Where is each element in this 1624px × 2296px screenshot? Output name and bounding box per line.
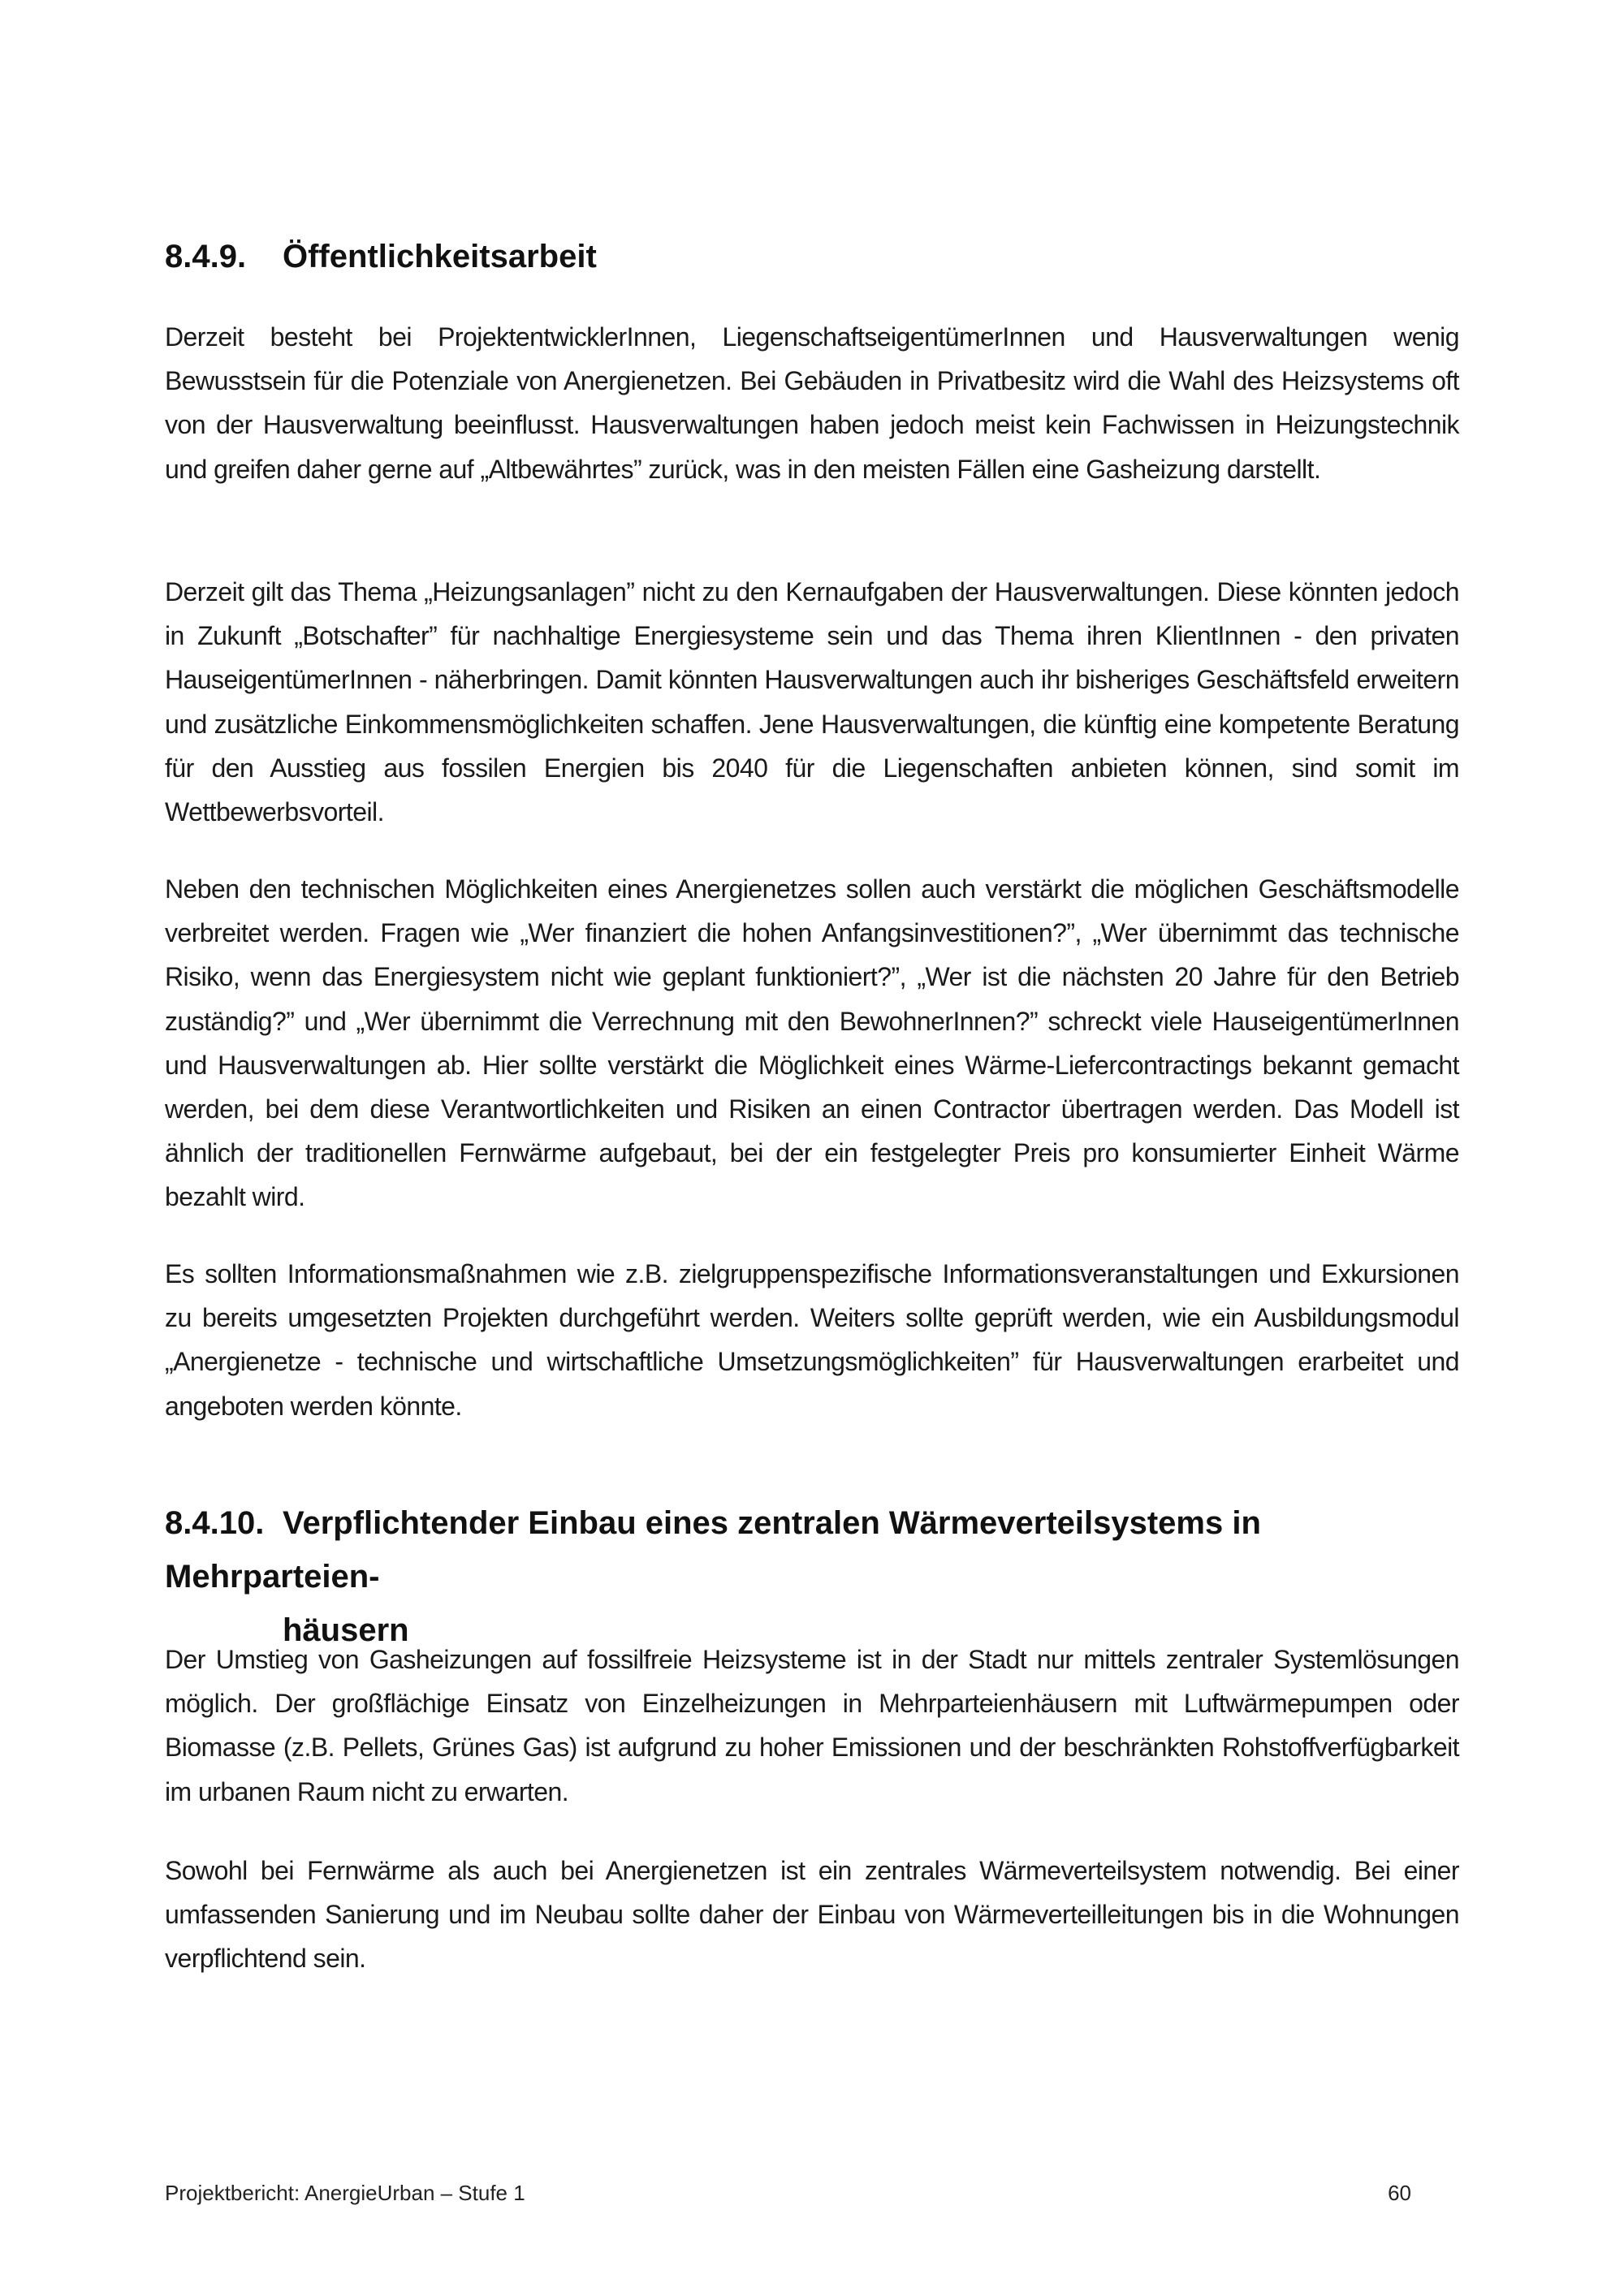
section-title-line-1: Verpflichtender Einbau eines zentralen Wärmeverteilsystems in Mehrparteien- — [165, 1505, 1261, 1595]
paragraph: Der Umstieg von Gasheizungen auf fossilfreie Heizsysteme ist in der Stadt nur mittels zentraler Systemlösungen möglich. Der großflächige Einsatz von Einzelheizungen in Mehrparteienhäusern mit Luftwärmepumpen oder Biomasse (z.B. Pellets, Grünes Gas) ist aufgrund zu hoher Emissionen und der beschränkten Rohstoffverfügbarkeit im urbanen Raum nicht zu erwarten. — [165, 1645, 1459, 1806]
section-heading-8-4-10 — [165, 1496, 1459, 1657]
paragraph: Derzeit besteht bei ProjektentwicklerInnen, LiegenschaftseigentümerInnen und Hausverwaltungen wenig Bewusstsein für die Potenziale von Anergienetzen. Bei Gebäuden in Privatbesitz wird die Wahl des Heizsystems oft von der Hausverwaltung beeinflusst. Hausverwaltungen haben jedoch meist kein Fachwissen in Heizungstechnik und greifen daher gerne auf „Altbewährtes” zurück, was in den meisten Fällen eine Gasheizung darstellt. — [165, 322, 1459, 484]
section-number: 8.4.10. — [165, 1505, 265, 1541]
section-number: 8.4.9. — [165, 239, 247, 274]
document-page — [165, 0, 1459, 2296]
paragraph: Es sollten Informationsmaßnahmen wie z.B. zielgruppenspezifische Informationsveranstaltungen und Exkursionen zu bereits umgesetzten Projekten durchgeführt werden. Weiters sollte geprüft werden, wie ein Ausbildungsmodul „Anergienetze - technische und wirtschaftliche Umsetzungsmöglichkeiten” für Hausverwaltungen erarbeitet und angeboten werden könnte. — [165, 1259, 1459, 1421]
section-heading-8-4-9 — [165, 230, 1459, 283]
paragraph: Neben den technischen Möglichkeiten eines Anergienetzes sollen auch verstärkt die möglichen Geschäftsmodelle verbreitet werden. Fragen wie „Wer finanziert die hohen Anfangsinvestitionen?”, „Wer übernimmt das technische Risiko, wenn das Energiesystem nicht wie geplant funktioniert?”, „Wer ist die nächsten 20 Jahre für den Betrieb zuständig?” und „Wer übernimmt die Verrechnung mit den BewohnerInnen?” schreckt viele HauseigentümerInnen und Hausverwaltungen ab. Hier sollte verstärkt die Möglichkeit eines Wärme-Liefercontractings bekannt gemacht werden, bei dem diese Verantwortlichkeiten und Risiken an einen Contractor übertragen werden. Das Modell ist ähnlich der traditionellen Fernwärme aufgebaut, bei der ein festgelegter Preis pro konsumierter Einheit Wärme bezahlt wird. — [165, 874, 1459, 1212]
section-title: Öffentlichkeitsarbeit — [283, 239, 597, 274]
footer-report-title: Projektbericht: AnergieUrban – Stufe 1 — [165, 2181, 525, 2205]
section-title-line-2: häusern — [283, 1612, 409, 1648]
paragraph: Sowohl bei Fernwärme als auch bei Anergienetzen ist ein zentrales Wärmeverteilsystem notwendig. Bei einer umfassenden Sanierung und im Neubau sollte daher der Einbau von Wärmeverteilleitungen bis in die Wohnungen verpflichtend sein. — [165, 1856, 1459, 1974]
page-number: 60 — [1388, 2181, 1411, 2205]
paragraph: Derzeit gilt das Thema „Heizungsanlagen” nicht zu den Kernaufgaben der Hausverwaltungen. Diese könnten jedoch in Zukunft „Botschafter” für nachhaltige Energiesysteme sein und das Thema ihren KlientInnen - den privaten HauseigentümerInnen - näherbringen. Damit könnten Hausverwaltungen auch ihr bisheriges Geschäftsfeld erweitern und zusätzliche Einkommensmöglichkeiten schaffen. Jene Hausverwaltungen, die künftig eine kompetente Beratung für den Ausstieg aus fossilen Energien bis 2040 für die Liegenschaften anbieten können, sind somit im Wettbewerbsvorteil. — [165, 577, 1459, 827]
